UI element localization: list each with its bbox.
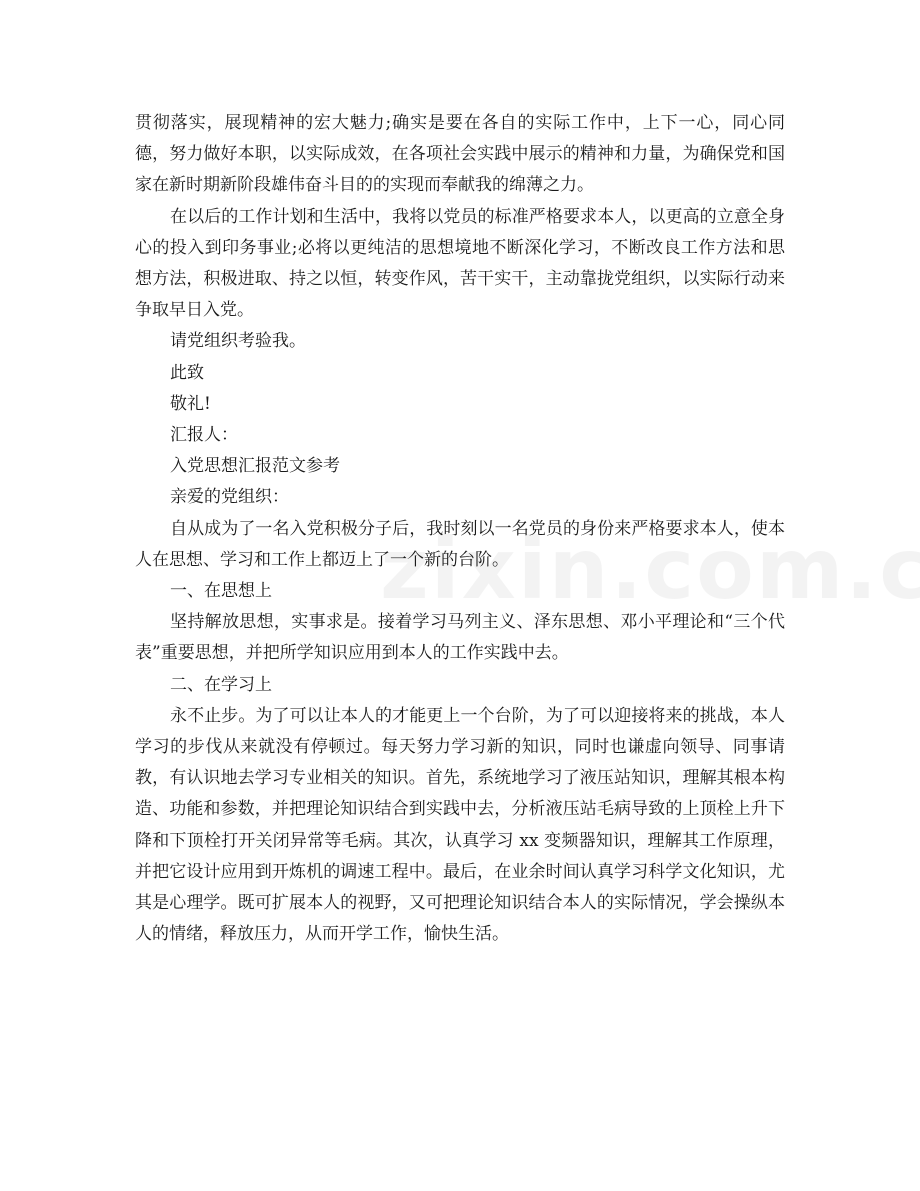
- reporter-label: 汇报人：: [170, 425, 238, 446]
- paragraph-work-plan: 在以后的工作计划和生活中，我将以党员的标准严格要求本人，以更高的立意全身心的投入到印务事业;必将以更纯洁的思想境地不断深化学习，不断改良工作方法和思想方法，积极进取、持之以恒，转变作风，苦干实干，主动靠拢党组织，以实际行动来争取早日入党。: [135, 206, 785, 321]
- paragraph-thought: 坚持解放思想，实事求是。接着学习马列主义、泽东思想、邓小平理论和“三个代表”重要思想，并把所学知识应用到本人的工作实践中去。: [135, 612, 785, 664]
- greeting: 亲爱的党组织：: [170, 487, 289, 508]
- document-body: [135, 108, 785, 950]
- heading-thought: 一、在思想上: [170, 581, 272, 602]
- paragraph-intro: 自从成为了一名入党积极分子后，我时刻以一名党员的身份来严格要求本人，使本人在思想、学习和工作上都迈上了一个新的台阶。: [135, 518, 785, 570]
- section-title: 入党思想汇报范文参考: [170, 456, 340, 477]
- heading-study: 二、在学习上: [170, 674, 272, 695]
- closing-salutation: 此致: [170, 362, 204, 383]
- paragraph-continuation: 贯彻落实，展现精神的宏大魅力;确实是要在各自的实际工作中，上下一心，同心同德，努力做好本职，以实际成效，在各项社会实践中展示的精神和力量，为确保党和国家在新时期新阶段雄伟奋斗目的的实现而奉献我的绵薄之力。: [135, 113, 785, 196]
- paragraph-request: 请党组织考验我。: [170, 331, 306, 352]
- closing-regards: 敬礼!: [170, 393, 211, 414]
- paragraph-study: 永不止步。为了可以让本人的才能更上一个台阶，为了可以迎接将来的挑战，本人学习的步伐从来就没有停顿过。每天努力学习新的知识，同时也谦虚向领导、同事请教，有认识地去学习专业相关的知识。首先，系统地学习了液压站知识，理解其根本构造、功能和参数，并把理论知识结合到实践中去，分析液压站毛病导致的上顶栓上升下降和下顶栓打开关闭异常等毛病。其次，认真学习 xx 变频器知识，理解其工作原理，并把它设计应用到开炼机的调速工程中。最后，在业余时间认真学习科学文化知识，尤其是心理学。既可扩展本人的视野，又可把理论知识结合本人的实际情况，学会操纵本人的情绪，释放压力，从而开学工作，愉快生活。: [135, 705, 785, 945]
